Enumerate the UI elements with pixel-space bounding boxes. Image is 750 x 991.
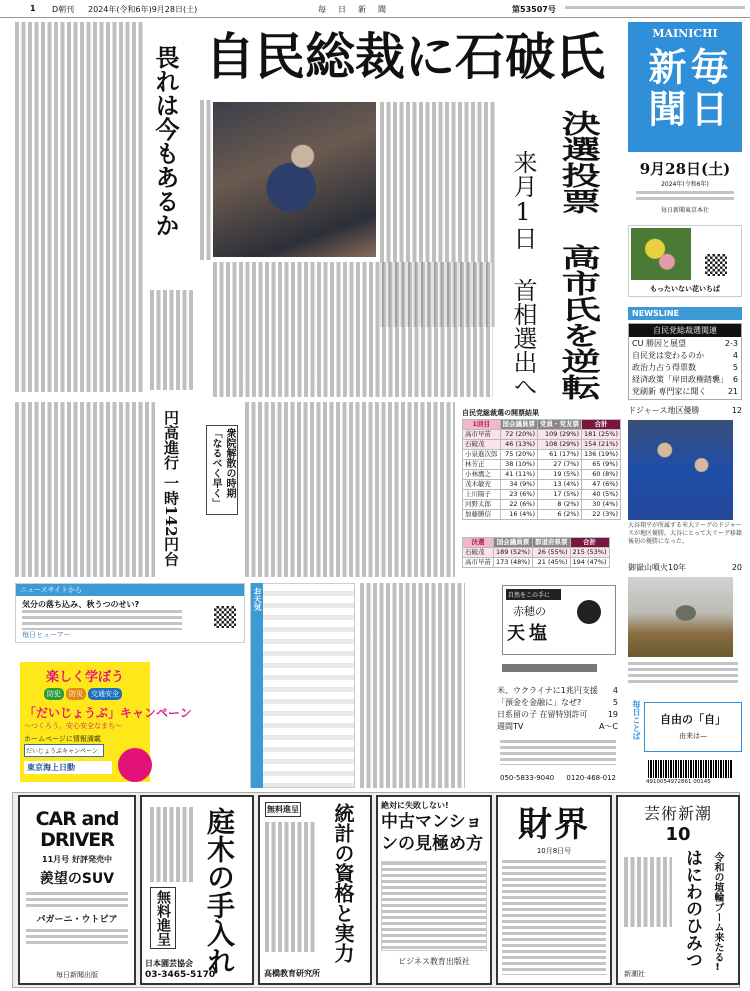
newsline-item[interactable] <box>632 362 738 374</box>
table-row <box>463 460 621 470</box>
newsline-header: NEWSLINE <box>628 307 742 320</box>
ad-kicker: 絶対に失敗しない! <box>381 801 449 810</box>
barcode <box>648 760 733 778</box>
results-table-round1 <box>462 419 621 520</box>
logo-en: MAINICHI <box>652 27 718 40</box>
kotoba-sub: 由来は— <box>679 732 707 740</box>
candidate-name: 高市早苗 <box>463 558 494 568</box>
vote-cell: 22 (3%) <box>582 510 621 520</box>
table-row <box>463 490 621 500</box>
vote-cell: 109 (29%) <box>538 430 582 440</box>
vote-cell: 19 (5%) <box>538 470 582 480</box>
lead-body-2 <box>213 262 493 397</box>
ad-zaikai[interactable] <box>496 795 612 985</box>
ad-sub: 11月号 好評発売中 <box>42 855 112 864</box>
vote-cell: 23 (6%) <box>500 490 538 500</box>
vote-cell: 41 (11%) <box>500 470 538 480</box>
salt-banner: 自然をこの手に <box>506 589 561 600</box>
newsline-item[interactable] <box>632 386 738 398</box>
editorial-body <box>360 583 465 788</box>
candidate-name: 高市早苗 <box>463 430 501 440</box>
kotoba-box[interactable] <box>644 702 742 752</box>
vote-cell: 34 (9%) <box>500 480 538 490</box>
vote-cell: 61 (17%) <box>538 450 582 460</box>
results-title: 自民党総裁選の開票結果 <box>462 409 539 417</box>
candidate-name: 河野太郎 <box>463 500 501 510</box>
newsite-title: ニュースサイトから <box>16 584 244 596</box>
index-grid <box>500 740 616 765</box>
ad-mansion[interactable] <box>376 795 492 985</box>
date-block <box>628 158 742 214</box>
flower-image <box>631 228 691 280</box>
table-row <box>463 480 621 490</box>
index-bar <box>502 664 597 672</box>
page-number: 1 <box>30 4 36 13</box>
ad-title: 庭木の手入れ <box>203 807 236 975</box>
newsline-item-page: 4 <box>732 351 738 360</box>
vote-cell: 108 (29%) <box>538 440 582 450</box>
dodgers-caption: 大谷翔平が所属する米大リーグのドジャースが地区優勝。大谷にとって大リーグ移籍後初の優勝になった。 <box>628 522 742 545</box>
ad-publisher: ビジネス教育出版社 <box>398 957 470 966</box>
vote-cell: 30 (4%) <box>582 500 621 510</box>
campaign-badge <box>118 748 152 782</box>
column-header: 都道府県票 <box>533 538 571 548</box>
newsline-item-label: 党刷新 専門家に聞く <box>632 387 707 396</box>
campaign-line1: 楽しく学ぼう <box>46 670 125 685</box>
vote-cell: 22 (6%) <box>500 500 538 510</box>
vote-cell: 26 (55%) <box>533 548 571 558</box>
index-item[interactable] <box>497 709 618 721</box>
index-list <box>497 685 618 733</box>
ad-title: 中古マンションの見極め方 <box>381 812 483 854</box>
vote-cell: 215 (53%) <box>570 548 609 558</box>
newsite-headline[interactable]: 気分の落ち込み、秋うつのせい? <box>22 600 140 609</box>
dodgers-header <box>628 405 742 417</box>
ad-title: 統計の資格と実力 <box>331 803 355 963</box>
index-item-label: 週間TV <box>497 722 524 731</box>
newsite-source: 毎日ヒューアー <box>22 631 71 639</box>
ad-title: 芸術新潮 <box>643 804 712 823</box>
logo-jp: 毎日新聞 <box>642 47 729 131</box>
dissolution-headline: 衆院解散の時期「なるべく早く」 <box>206 425 238 515</box>
promo-text: もったいない花いちば <box>650 285 720 293</box>
index-item-label: 「預金を金融に」なぜ? <box>497 698 582 707</box>
ad-publisher: 日本園芸協会 <box>145 959 193 968</box>
newsline-item[interactable] <box>632 338 738 350</box>
vote-cell: 154 (21%) <box>582 440 621 450</box>
column-header: 国会議員票 <box>500 420 538 430</box>
vote-cell: 173 (48%) <box>494 558 533 568</box>
logo-era: 2024年(令和6年) <box>661 181 709 188</box>
issue-number: 第53507号 <box>512 5 556 14</box>
newsline-item-label: CU 勝因と展望 <box>632 339 686 348</box>
column-body <box>15 22 145 392</box>
campaign-sponsor: 東京海上日動 <box>24 761 112 774</box>
candidate-name: 林芳正 <box>463 460 501 470</box>
newsline-item-label: 経済政策「岸田政権踏襲」 <box>632 375 728 384</box>
campaign-sub: 〜つくろう、安心安全なまち〜 <box>24 722 122 730</box>
phone-delivery: 0120-468-012 <box>566 774 616 782</box>
vote-cell: 8 (2%) <box>538 500 582 510</box>
newsline-item-label: 政治力占う得票数 <box>632 363 696 372</box>
vote-cell: 17 (5%) <box>538 490 582 500</box>
ad-publisher: 高橋教育研究所 <box>264 969 320 978</box>
publisher: 毎日新聞東京本社 <box>660 207 709 214</box>
column-body-2 <box>150 290 195 390</box>
dodgers-page: 12 <box>731 406 742 415</box>
results-table-runoff <box>462 537 610 568</box>
table-row <box>463 450 621 460</box>
table-row <box>463 548 610 558</box>
dodgers-title: ドジャース地区優勝 <box>628 406 700 415</box>
vote-cell: 72 (20%) <box>500 430 538 440</box>
index-item[interactable] <box>497 721 618 733</box>
vote-cell: 181 (25%) <box>582 430 621 440</box>
flower-promo[interactable] <box>628 225 742 297</box>
newsline-box <box>628 323 742 400</box>
masthead-logo <box>628 22 742 152</box>
table-row <box>463 510 621 520</box>
vote-cell: 60 (8%) <box>582 470 621 480</box>
vote-cell: 75 (20%) <box>500 450 538 460</box>
vote-cell: 136 (19%) <box>582 450 621 460</box>
newsline-item-page: 5 <box>732 363 738 372</box>
column-header: 合計 <box>570 538 609 548</box>
table-row <box>463 430 621 440</box>
ad-sub: 無料進呈 <box>265 802 301 817</box>
vote-cell: 6 (2%) <box>538 510 582 520</box>
column-header: 合計 <box>582 420 621 430</box>
ontake-page: 20 <box>731 563 742 572</box>
ad-kicker: 令和の埴輪ブーム来たる! <box>712 852 723 973</box>
campaign-hp: ホームページに情報満載 <box>24 735 101 743</box>
kotoba-label: 毎日ことば <box>632 700 641 740</box>
phone-opinion: 050-5833-9040 <box>500 774 555 782</box>
table-row <box>463 440 621 450</box>
table-row <box>463 500 621 510</box>
newsite-box[interactable] <box>15 583 245 643</box>
column-header: 党員・党友票 <box>538 420 582 430</box>
salt-name1: 赤穂の <box>513 605 546 618</box>
ishiba-photo <box>213 102 376 257</box>
lead-continuation <box>245 402 455 577</box>
dodgers-photo <box>628 420 733 520</box>
vote-cell: 46 (13%) <box>500 440 538 450</box>
table-row <box>463 470 621 480</box>
photo-caption <box>200 100 211 260</box>
candidate-name: 石破茂 <box>463 548 494 558</box>
vote-cell: 189 (52%) <box>494 548 533 558</box>
campaign-tag: 防災 <box>66 688 86 700</box>
index-item[interactable] <box>497 697 618 709</box>
newsline-item-page: 6 <box>732 375 738 384</box>
vote-cell: 38 (10%) <box>500 460 538 470</box>
index-item-page: 5 <box>612 698 618 707</box>
index-item-label: 米、ウクライナに1兆円支援 <box>497 686 598 695</box>
candidate-name: 上川陽子 <box>463 490 501 500</box>
weather-title: お天気 <box>251 583 263 788</box>
campaign-main: 「だいじょうぶ」キャンペーン <box>24 706 192 720</box>
yen-headline: 円高進行 一時142円台 <box>162 410 180 567</box>
main-headline: 自民総裁に石破氏 <box>205 28 605 86</box>
contact-phones <box>500 774 616 782</box>
qr-code[interactable] <box>214 606 236 628</box>
masthead-fineprint <box>565 6 745 11</box>
candidate-name: 加藤勝信 <box>463 510 501 520</box>
vote-cell: 194 (47%) <box>570 558 609 568</box>
vote-cell: 16 (4%) <box>500 510 538 520</box>
weather-panel <box>250 583 355 788</box>
ontake-photo <box>628 577 733 657</box>
index-item[interactable] <box>497 685 618 697</box>
candidate-name: 小林鷹之 <box>463 470 501 480</box>
ontake-header <box>628 562 742 574</box>
lead-subhead-1: 決選投票 高市氏を逆転 <box>555 110 600 400</box>
candidate-name: 石破茂 <box>463 440 501 450</box>
ad-car-driver[interactable] <box>18 795 136 985</box>
newsline-box-title: 自民党総裁選関連 <box>629 324 741 337</box>
ad-feature: はにわのひみつ <box>682 849 702 968</box>
candidate-name: 茂木敏充 <box>463 480 501 490</box>
ad-sub: 無料進呈 <box>150 887 176 949</box>
ad-publisher: 毎日新聞出版 <box>20 970 134 980</box>
lead-subhead-2: 来月1日 首相選出へ <box>509 150 537 398</box>
vote-cell: 13 (4%) <box>538 480 582 490</box>
newsline-item[interactable] <box>632 350 738 362</box>
salt-name2: 天塩 <box>507 623 551 644</box>
vote-cell: 21 (45%) <box>533 558 571 568</box>
issue-date: 2024年(令和6年)9月28日(土) <box>88 5 198 14</box>
edition: D朝刊 <box>52 5 75 14</box>
ad-feature: 羨望のSUV <box>39 871 115 887</box>
paper-name: 毎 日 新 聞 <box>318 5 388 14</box>
ontake-caption <box>628 662 738 684</box>
newsline-item-label: 自民党は変わるのか <box>632 351 704 360</box>
ad-title: 財界 <box>518 805 590 845</box>
index-item-label: 日系留の子 在留特別許可 <box>497 710 588 719</box>
logo-date: 9月28日(土) <box>639 160 731 178</box>
ad-tel: 03-3465-5170 <box>145 970 216 980</box>
ontake-title: 御嶽山噴火10年 <box>628 563 687 572</box>
page-header <box>0 0 750 18</box>
table-row <box>463 558 610 568</box>
column-header: 国会議員票 <box>494 538 533 548</box>
results-header-row <box>463 538 610 548</box>
results-header-row <box>463 420 621 430</box>
round-label: 決選 <box>463 538 494 548</box>
campaign-search[interactable]: だいじょうぶキャンペーン <box>24 744 104 757</box>
qr-code[interactable] <box>705 254 727 276</box>
newsline-item-page: 21 <box>727 387 738 396</box>
ad-geijutsu-shincho[interactable] <box>616 795 740 985</box>
campaign-tag: 交通安全 <box>88 688 122 700</box>
campaign-tag: 防犯 <box>44 688 64 700</box>
candidate-name: 小泉進次郎 <box>463 450 501 460</box>
index-item-page: A〜C <box>598 722 618 731</box>
index-item-page: 4 <box>612 686 618 695</box>
salt-logo <box>577 600 601 624</box>
newsline-item[interactable] <box>632 374 738 386</box>
ad-sub: 10月8日号 <box>536 847 572 855</box>
ad-extra: パガーニ・ウトピア <box>36 915 118 925</box>
ad-garden[interactable] <box>140 795 254 985</box>
yen-article-body <box>15 402 155 577</box>
round-label: 1回目 <box>463 420 501 430</box>
index-item-page: 19 <box>607 710 618 719</box>
kotoba-title: 自由の「自」 <box>660 713 726 726</box>
vote-cell: 40 (5%) <box>582 490 621 500</box>
barcode-number: 4910054972861 00145 <box>646 779 711 785</box>
vote-cell: 65 (9%) <box>582 460 621 470</box>
ad-publisher: 新潮社 <box>624 970 645 978</box>
vote-cell: 27 (7%) <box>538 460 582 470</box>
ad-statistics[interactable] <box>258 795 372 985</box>
column-headline: 畏れは今もあるか <box>151 45 180 237</box>
salt-ad <box>502 585 616 655</box>
vote-cell: 47 (6%) <box>582 480 621 490</box>
ad-issue: 10 <box>665 824 691 845</box>
ad-title: CAR and DRIVER <box>35 808 119 851</box>
newsline-item-page: 2-3 <box>724 339 738 348</box>
